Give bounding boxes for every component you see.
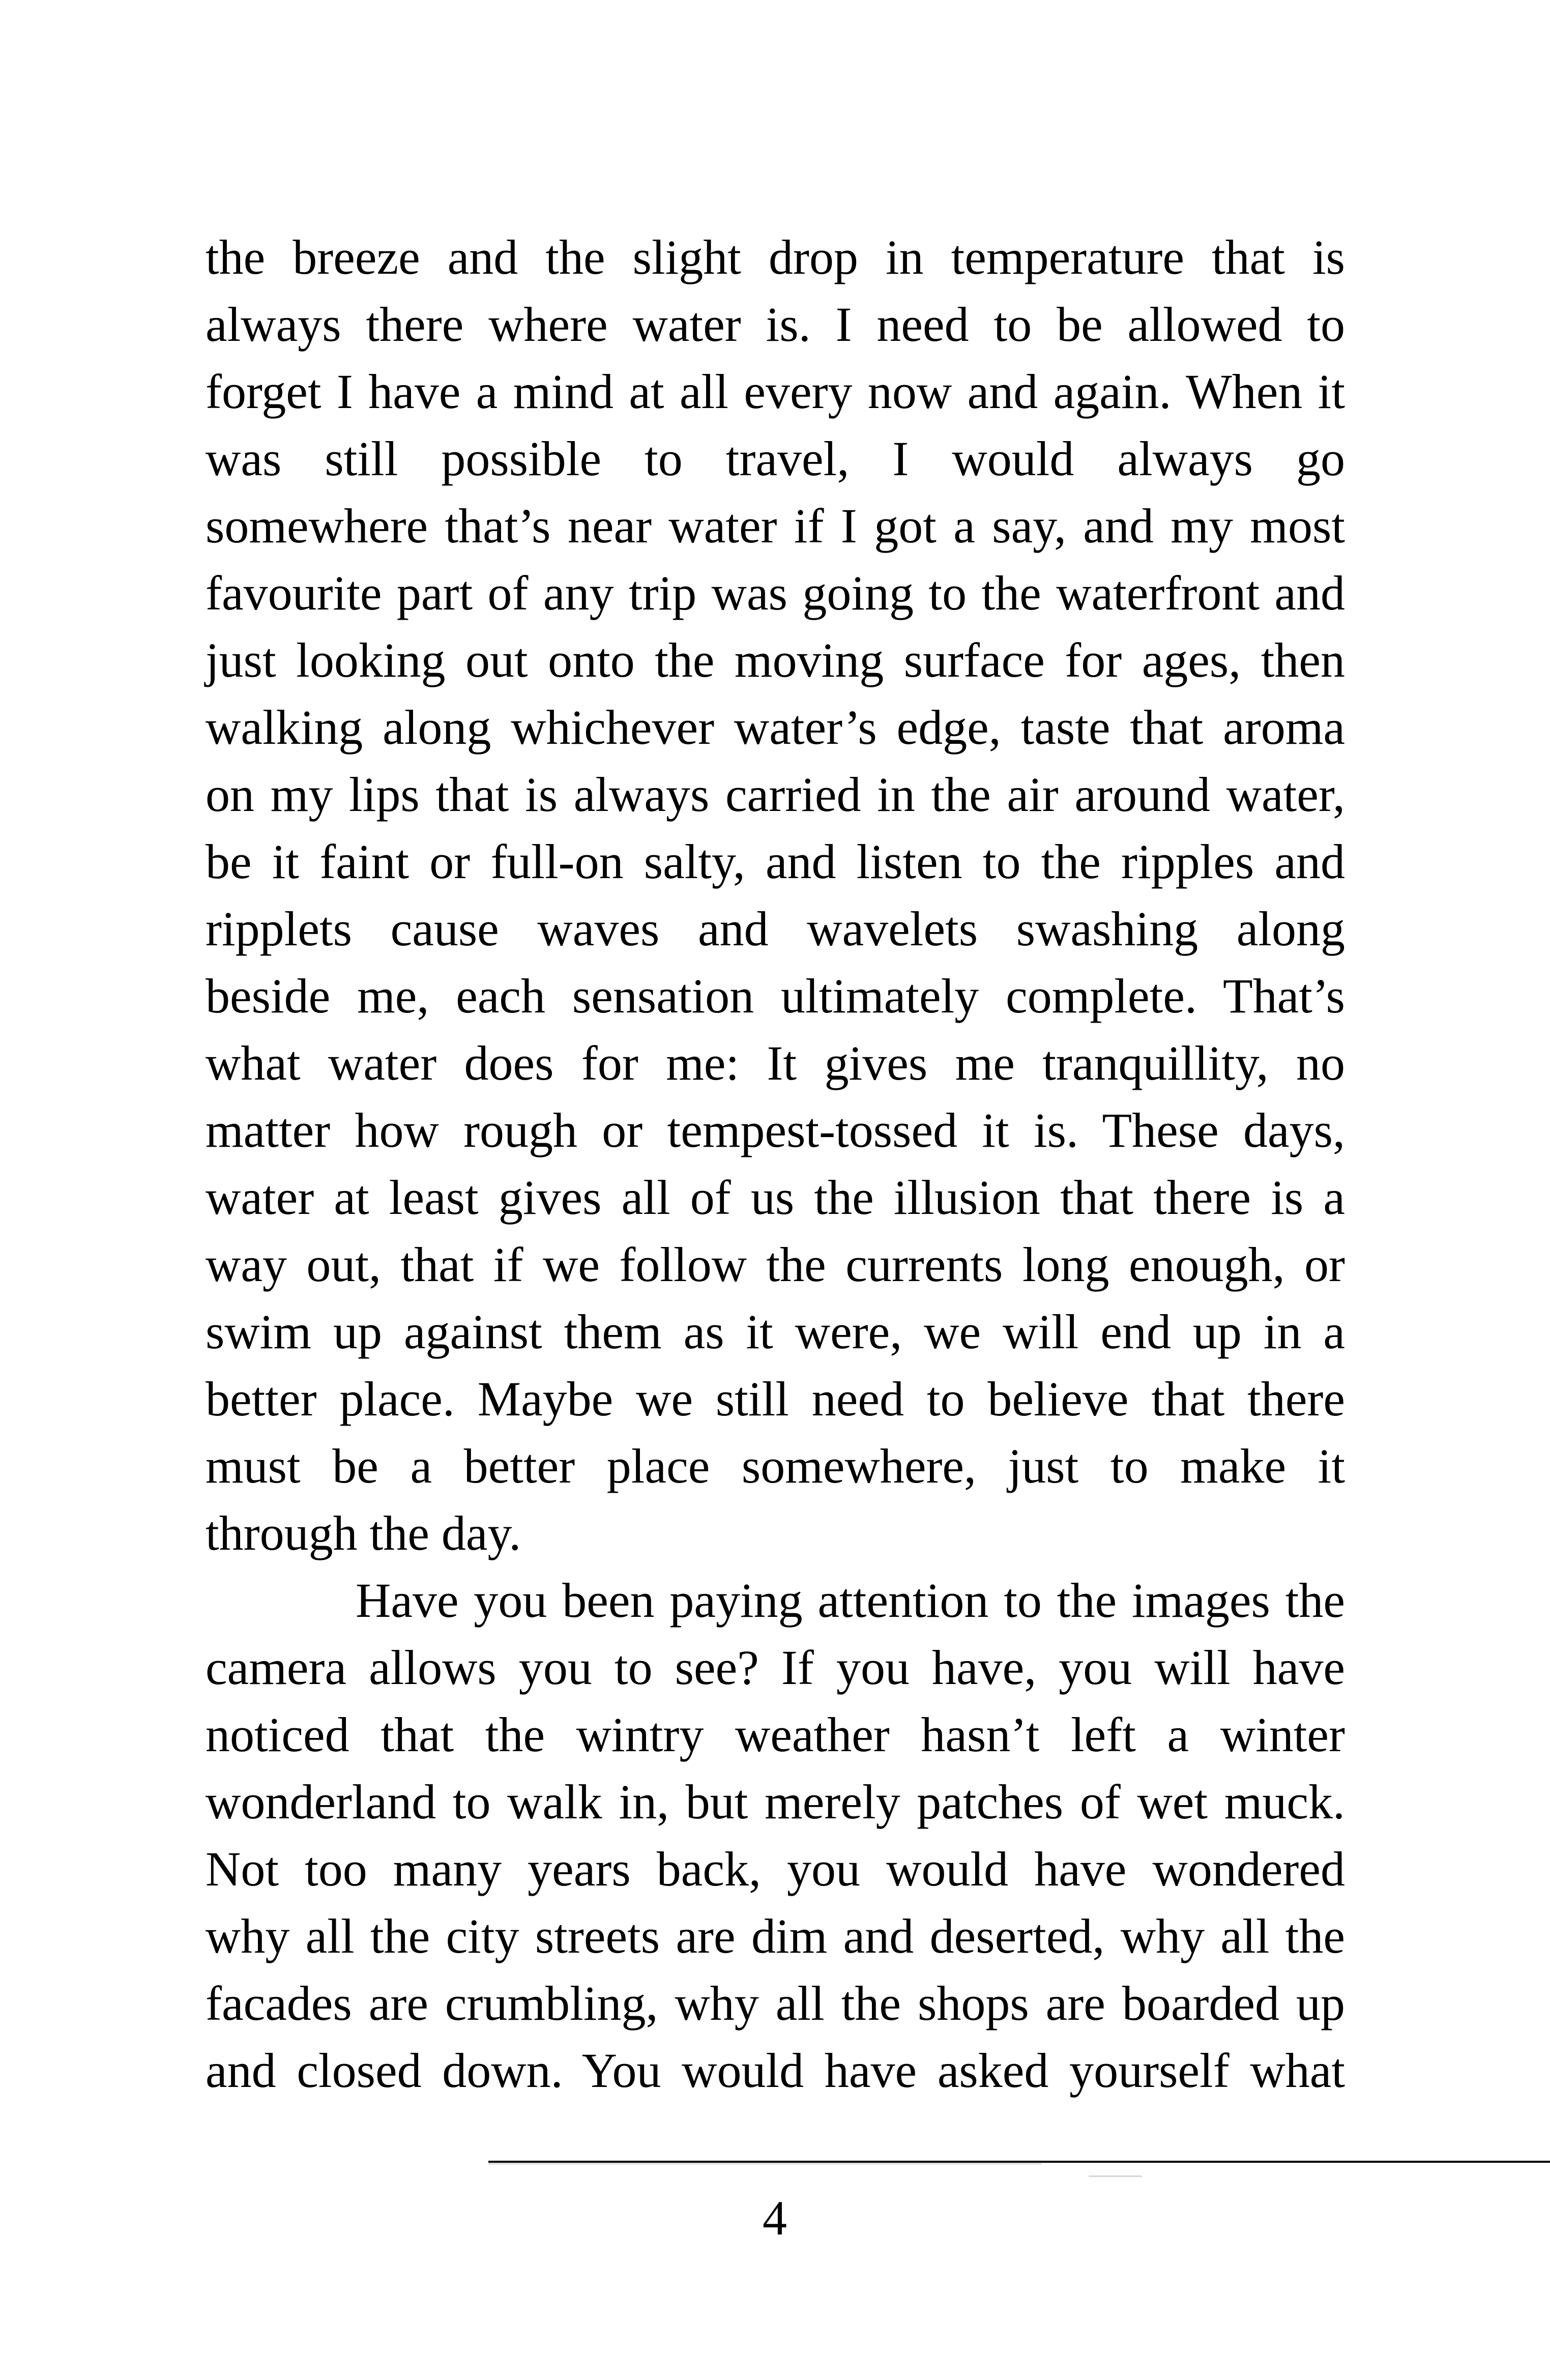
footer-mark	[1089, 2175, 1142, 2177]
footer-divider	[488, 2161, 1550, 2163]
text-line: matter how rough or tempest-tossed it is. These days,	[206, 1103, 1345, 1157]
text-line: better place. Maybe we still need to believe that there	[206, 1372, 1345, 1426]
text-line: somewhere that’s near water if I got a say, and my most	[206, 499, 1345, 553]
paragraph-2	[206, 1567, 1345, 2104]
text-line: what water does for me: It gives me tranquillity, no	[206, 1036, 1345, 1090]
text-line: just looking out onto the moving surface for ages, then	[206, 633, 1345, 687]
text-line: must be a better place somewhere, just to make it	[206, 1439, 1345, 1493]
body-text	[206, 224, 1345, 2104]
text-line: was still possible to travel, I would always go	[206, 431, 1345, 486]
page-number: 4	[763, 2191, 787, 2245]
text-line: noticed that the wintry weather hasn’t left a winter	[206, 1707, 1345, 1762]
text-line: way out, that if we follow the currents long enough, or	[206, 1237, 1345, 1292]
text-line: Have you been paying attention to the images the	[356, 1573, 1345, 1628]
text-line: walking along whichever water’s edge, taste that aroma	[206, 700, 1345, 754]
text-line: through the day.	[206, 1506, 521, 1560]
text-line: be it faint or full-on salty, and listen to the ripples and	[206, 834, 1345, 889]
text-line: wonderland to walk in, but merely patches of wet muck.	[206, 1775, 1345, 1829]
text-line: on my lips that is always carried in the air around water,	[206, 767, 1345, 822]
text-line: favourite part of any trip was going to the waterfront and	[206, 566, 1345, 620]
text-line: Not too many years back, you would have wondered	[206, 1842, 1345, 1896]
text-line: the breeze and the slight drop in temperature that is	[206, 230, 1345, 284]
text-line: and closed down. You would have asked yourself what	[206, 2043, 1345, 2098]
text-line: beside me, each sensation ultimately complete. That’s	[206, 969, 1345, 1023]
text-line: swim up against them as it were, we will end up in a	[206, 1304, 1345, 1359]
text-line: forget I have a mind at all every now and again. When it	[206, 364, 1345, 419]
text-line: facades are crumbling, why all the shops are boarded up	[206, 1976, 1345, 2030]
footer-divider-shadow	[488, 2163, 1041, 2164]
text-line: ripplets cause waves and wavelets swashing along	[206, 902, 1345, 956]
text-line: water at least gives all of us the illusion that there is a	[206, 1170, 1345, 1225]
text-line: always there where water is. I need to be allowed to	[206, 297, 1345, 352]
text-line: why all the city streets are dim and deserted, why all the	[206, 1909, 1345, 1963]
paragraph-1	[206, 224, 1345, 1567]
text-line: camera allows you to see? If you have, you will have	[206, 1640, 1345, 1695]
